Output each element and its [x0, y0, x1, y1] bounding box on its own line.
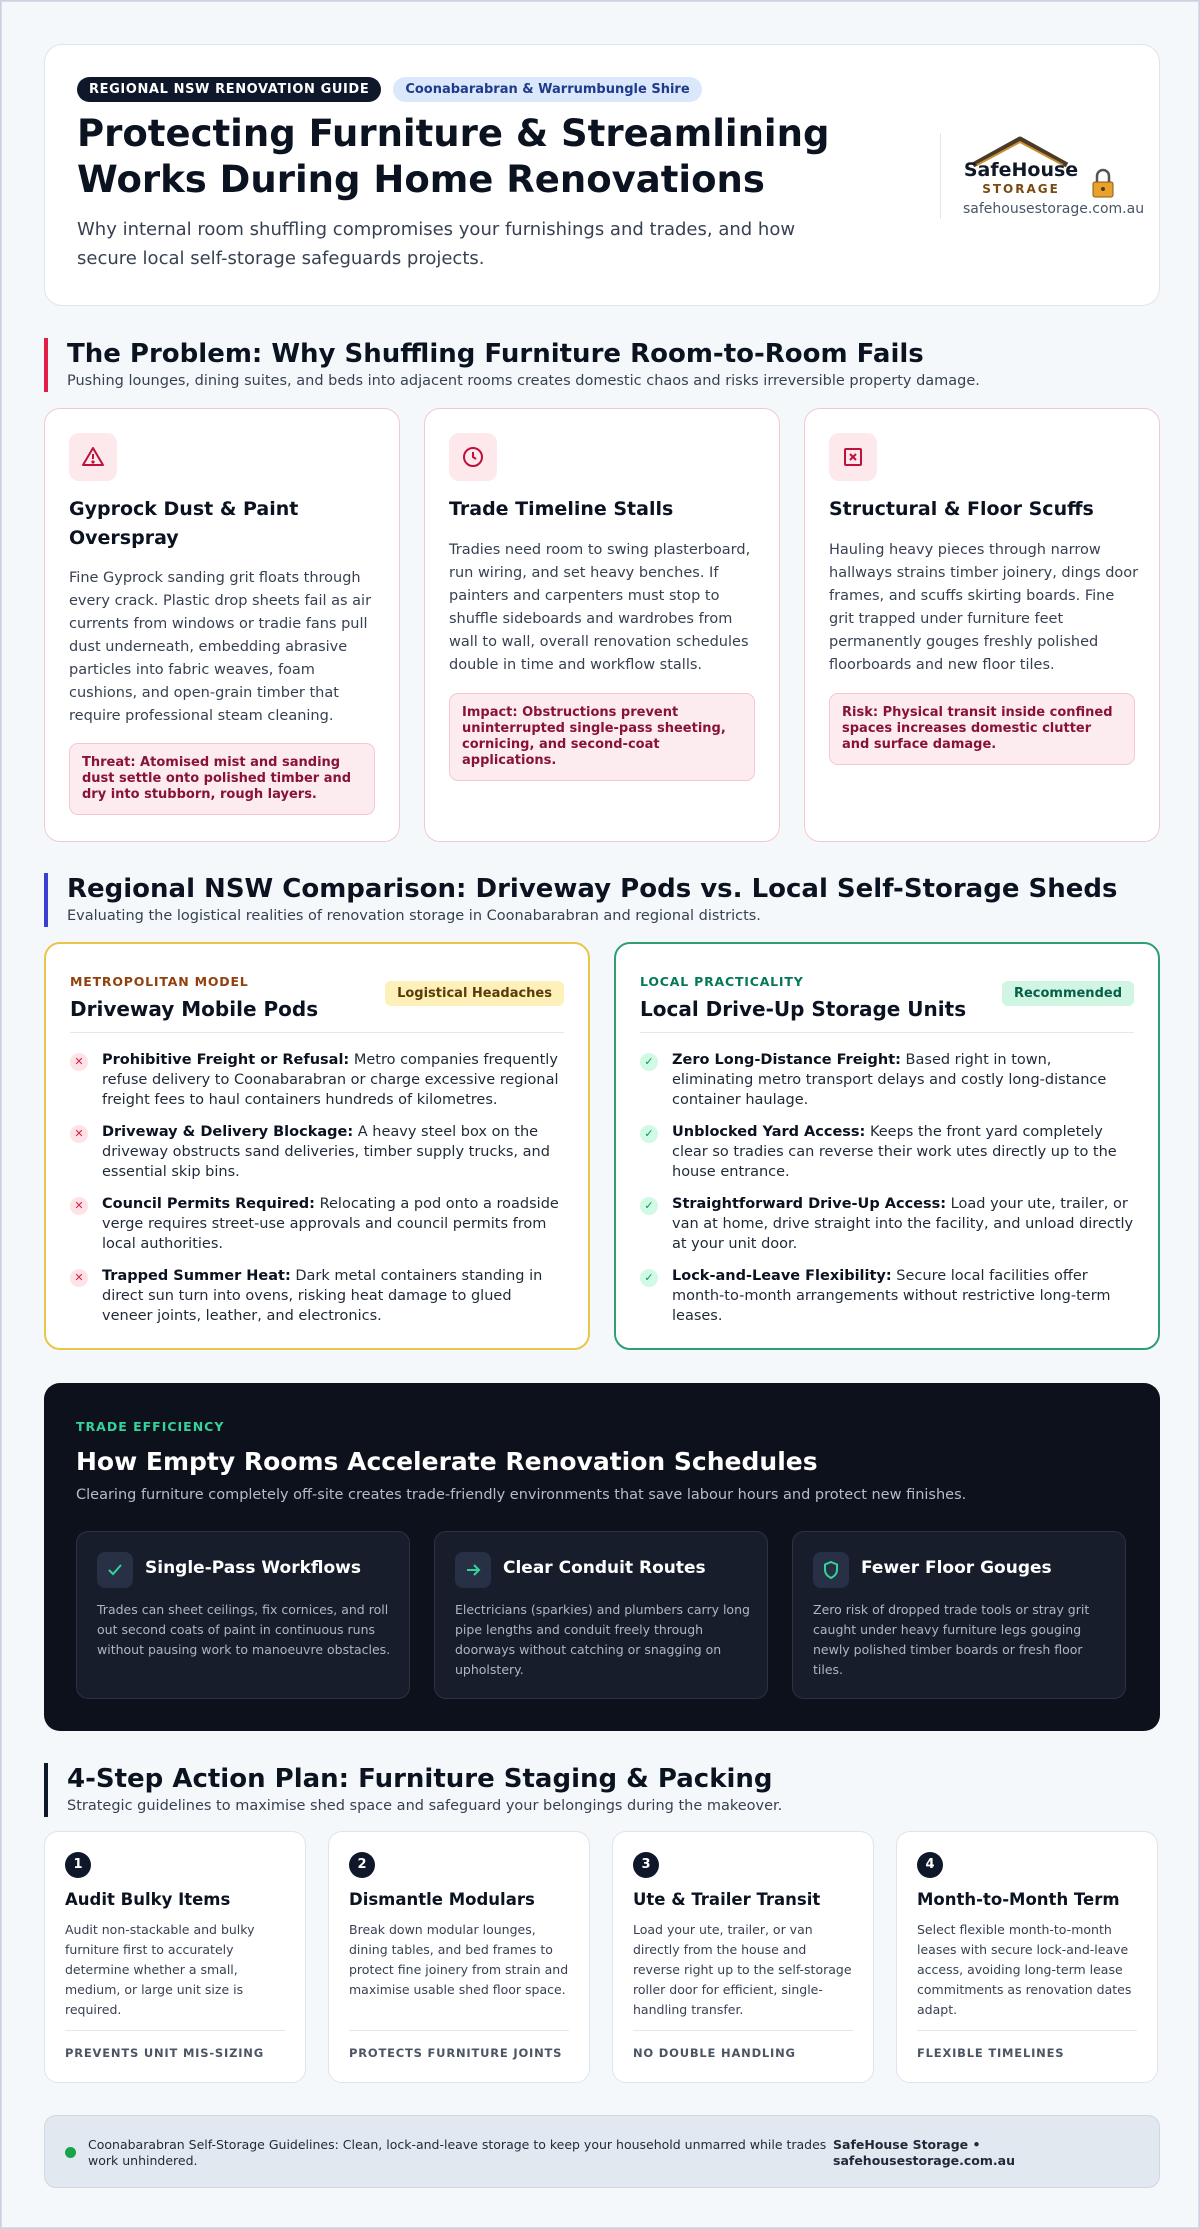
warning-icon: [69, 433, 117, 481]
problem-card-dust: [44, 408, 400, 842]
step-title: Audit Bulky Items: [65, 1890, 231, 1909]
step-divider: [633, 2030, 853, 2031]
step-divider: [349, 2030, 569, 2031]
step-tag: PROTECTS FURNITURE JOINTS: [349, 2046, 563, 2060]
hero-card: [44, 44, 1160, 306]
footer-brand: [833, 2137, 1015, 2169]
problem-card-title: Gyprock Dust & Paint Overspray: [69, 498, 299, 549]
step-body: Select flexible month-to-month leases with secure lock-and-leave access, avoiding long-term lease commitments as renovation dates adapt.: [917, 1922, 1132, 2017]
arrow-right-icon: [455, 1552, 491, 1588]
pods-list: [70, 1050, 564, 1338]
step-number: 2: [349, 1852, 375, 1878]
logo-sub: STORAGE: [982, 182, 1060, 196]
efficiency-eyebrow: TRADE EFFICIENCY: [76, 1419, 225, 1434]
efficiency-card-body: Electricians (sparkies) and plumbers carry long pipe lengths and conduit freely through doorways without catching or snagging on upholstery.: [455, 1602, 750, 1677]
efficiency-card-floors: [792, 1531, 1126, 1699]
check-icon: ✓: [640, 1269, 658, 1287]
page-title: Protecting Furniture & Streamlining Works During Home Renovations: [77, 112, 830, 201]
logo-url[interactable]: safehousestorage.com.au: [963, 201, 1145, 217]
local-title: Local Drive-Up Storage Units: [640, 997, 967, 1021]
cross-icon: ✕: [70, 1197, 88, 1215]
comparison-subtitle: Evaluating the logistical realities of renovation storage in Coonabarabran and regional districts.: [67, 908, 761, 924]
risk-callout: Risk: Physical transit inside confined spaces increases domestic clutter and surface damage.: [829, 693, 1135, 765]
step-body: Break down modular lounges, dining tables, and bed frames to protect fine joinery from strain and maximise usable shed floor space.: [349, 1922, 569, 1997]
list-item: ✕ Trapped Summer Heat: Dark metal containers standing in direct sun turn into ovens, risking heat damage to glued veneer joints, leather, and electronics.: [70, 1266, 564, 1326]
damage-icon: [829, 433, 877, 481]
problem-card-title: Structural & Floor Scuffs: [829, 498, 1094, 520]
local-eyebrow: LOCAL PRACTICALITY: [640, 974, 804, 989]
check-icon: ✓: [640, 1197, 658, 1215]
step-tag: NO DOUBLE HANDLING: [633, 2046, 796, 2060]
efficiency-card-body: Trades can sheet ceilings, fix cornices, and roll out second coats of paint in continuous runs without pausing work to manoeuvre obstacles.: [97, 1602, 391, 1657]
list-item: ✓ Lock-and-Leave Flexibility: Secure local facilities offer month-to-month arrangements without restrictive long-term leases.: [640, 1266, 1134, 1326]
step-card-1: [44, 1831, 306, 2083]
status-dot-icon: [65, 2147, 76, 2158]
guide-tag: REGIONAL NSW RENOVATION GUIDE: [77, 77, 381, 102]
clock-icon: [449, 433, 497, 481]
local-divider: [640, 1032, 1134, 1033]
step-card-3: [612, 1831, 874, 2083]
pods-eyebrow: METROPOLITAN MODEL: [70, 974, 249, 989]
efficiency-card-title: Single-Pass Workflows: [145, 1558, 362, 1578]
step-divider: [917, 2030, 1137, 2031]
problem-subtitle: Pushing lounges, dining suites, and beds into adjacent rooms creates domestic chaos and risks irreversible property damage.: [67, 373, 980, 389]
shield-icon: [813, 1552, 849, 1588]
list-item: ✕ Driveway & Delivery Blockage: A heavy steel box on the driveway obstructs sand deliveries, timber supply trucks, and essential skip bins.: [70, 1122, 564, 1182]
problem-card-scuffs: [804, 408, 1160, 842]
step-number: 3: [633, 1852, 659, 1878]
cross-icon: ✕: [70, 1269, 88, 1287]
step-tag: PREVENTS UNIT MIS-SIZING: [65, 2046, 264, 2060]
step-divider: [65, 2030, 285, 2031]
safehouse-logo: [963, 131, 1133, 201]
step-title: Month-to-Month Term: [917, 1890, 1120, 1909]
cross-icon: ✕: [70, 1125, 88, 1143]
list-item: ✓ Straightforward Drive-Up Access: Load your ute, trailer, or van at home, drive straight into the facility, and unload directly at your unit door.: [640, 1194, 1134, 1254]
problem-card-title: Trade Timeline Stalls: [449, 498, 674, 520]
comparison-header: [44, 873, 1117, 927]
local-list: [640, 1050, 1134, 1338]
efficiency-subtitle: Clearing furniture completely off-site creates trade-friendly environments that save labour hours and protect new finishes.: [76, 1487, 967, 1503]
page-subtitle: Why internal room shuffling compromises your furnishings and trades, and how secure local self-storage safeguards projects.: [77, 219, 796, 269]
footer-text: Coonabarabran Self-Storage Guidelines: Clean, lock-and-leave storage to keep your household unmarred while trades work unhindered.: [88, 2137, 827, 2168]
hero-divider: [940, 133, 941, 219]
efficiency-card-conduit: [434, 1531, 768, 1699]
padlock-icon: [1093, 170, 1113, 197]
pods-badge: Logistical Headaches: [385, 981, 564, 1006]
step-card-4: [896, 1831, 1158, 2083]
problem-card-timeline: [424, 408, 780, 842]
hero-tags: [77, 77, 702, 102]
plan-header: [44, 1763, 782, 1817]
local-storage-card: [614, 942, 1160, 1350]
footer-url[interactable]: safehousestorage.com.au: [833, 2153, 1015, 2168]
efficiency-card-workflows: [76, 1531, 410, 1699]
plan-title: 4-Step Action Plan: Furniture Staging & Packing: [67, 1764, 773, 1794]
check-icon: [97, 1552, 133, 1588]
impact-callout: Impact: Obstructions prevent uninterrupted single-pass sheeting, cornicing, and second-coat applications.: [449, 693, 755, 781]
check-icon: ✓: [640, 1053, 658, 1071]
plan-subtitle: Strategic guidelines to maximise shed space and safeguard your belongings during the makeover.: [67, 1798, 783, 1814]
problem-header: [44, 338, 980, 392]
check-icon: ✓: [640, 1125, 658, 1143]
efficiency-card-title: Fewer Floor Gouges: [861, 1558, 1052, 1578]
footer-brand-name: SafeHouse Storage •: [833, 2137, 981, 2152]
step-number: 1: [65, 1852, 91, 1878]
pods-card: [44, 942, 590, 1350]
pods-title: Driveway Mobile Pods: [70, 997, 319, 1021]
threat-callout: Threat: Atomised mist and sanding dust settle onto polished timber and dry into stubborn, rough layers.: [69, 743, 375, 815]
problem-card-body: Hauling heavy pieces through narrow hallways strains timber joinery, dings door frames, and scuffs skirting boards. Fine grit trapped under furniture feet permanently gouges freshly polished floorboards and new floor tiles.: [829, 542, 1139, 673]
footer: [44, 2115, 1160, 2188]
problem-title: The Problem: Why Shuffling Furniture Room-to-Room Fails: [67, 339, 924, 369]
recommended-badge: Recommended: [1002, 981, 1134, 1006]
logo-name: SafeHouse: [963, 159, 1079, 181]
list-item: ✓ Zero Long-Distance Freight: Based right in town, eliminating metro transport delays and costly long-distance container haulage.: [640, 1050, 1134, 1110]
step-title: Dismantle Modulars: [349, 1890, 535, 1909]
step-body: Load your ute, trailer, or van directly from the house and reverse right up to the self-storage roller door for efficient, single-handling transfer.: [633, 1922, 852, 2017]
step-card-2: [328, 1831, 590, 2083]
pods-divider: [70, 1032, 564, 1033]
location-tag: Coonabarabran & Warrumbungle Shire: [393, 77, 701, 102]
problem-card-body: Tradies need room to swing plasterboard, run wiring, and set heavy benches. If painters and carpenters must stop to shuffle sideboards and wardrobes from wall to wall, overall renovation schedules double in time and workflow stalls.: [449, 542, 751, 673]
step-title: Ute & Trailer Transit: [633, 1890, 821, 1909]
step-body: Audit non-stackable and bulky furniture first to accurately determine whether a small, medium, or large unit size is required.: [65, 1922, 255, 2017]
step-number: 4: [917, 1852, 943, 1878]
step-tag: FLEXIBLE TIMELINES: [917, 2046, 1065, 2060]
cross-icon: ✕: [70, 1053, 88, 1071]
efficiency-card-title: Clear Conduit Routes: [503, 1558, 706, 1578]
efficiency-section: [44, 1383, 1160, 1731]
problem-card-body: Fine Gyprock sanding grit floats through every crack. Plastic drop sheets fail as air currents from windows or tradie fans pull dust underneath, embedding abrasive particles into fabric weaves, foam cushions, and open-grain timber that require professional steam cleaning.: [69, 570, 372, 724]
page: [1, 1, 1199, 2228]
comparison-title: Regional NSW Comparison: Driveway Pods vs. Local Self-Storage Sheds: [67, 874, 1118, 904]
list-item: ✕ Council Permits Required: Relocating a pod onto a roadside verge requires street-use approvals and council permits from local authorities.: [70, 1194, 564, 1254]
list-item: ✓ Unblocked Yard Access: Keeps the front yard completely clear so tradies can reverse their work utes directly up to the house entrance.: [640, 1122, 1134, 1182]
efficiency-title: How Empty Rooms Accelerate Renovation Schedules: [76, 1447, 818, 1476]
efficiency-card-body: Zero risk of dropped trade tools or stray grit caught under heavy furniture legs gouging newly polished timber boards or fresh floor tiles.: [813, 1602, 1090, 1677]
list-item: ✕ Prohibitive Freight or Refusal: Metro companies frequently refuse delivery to Coonabarabran or charge excessive regional freight fees to haul containers hundreds of kilometres.: [70, 1050, 564, 1110]
